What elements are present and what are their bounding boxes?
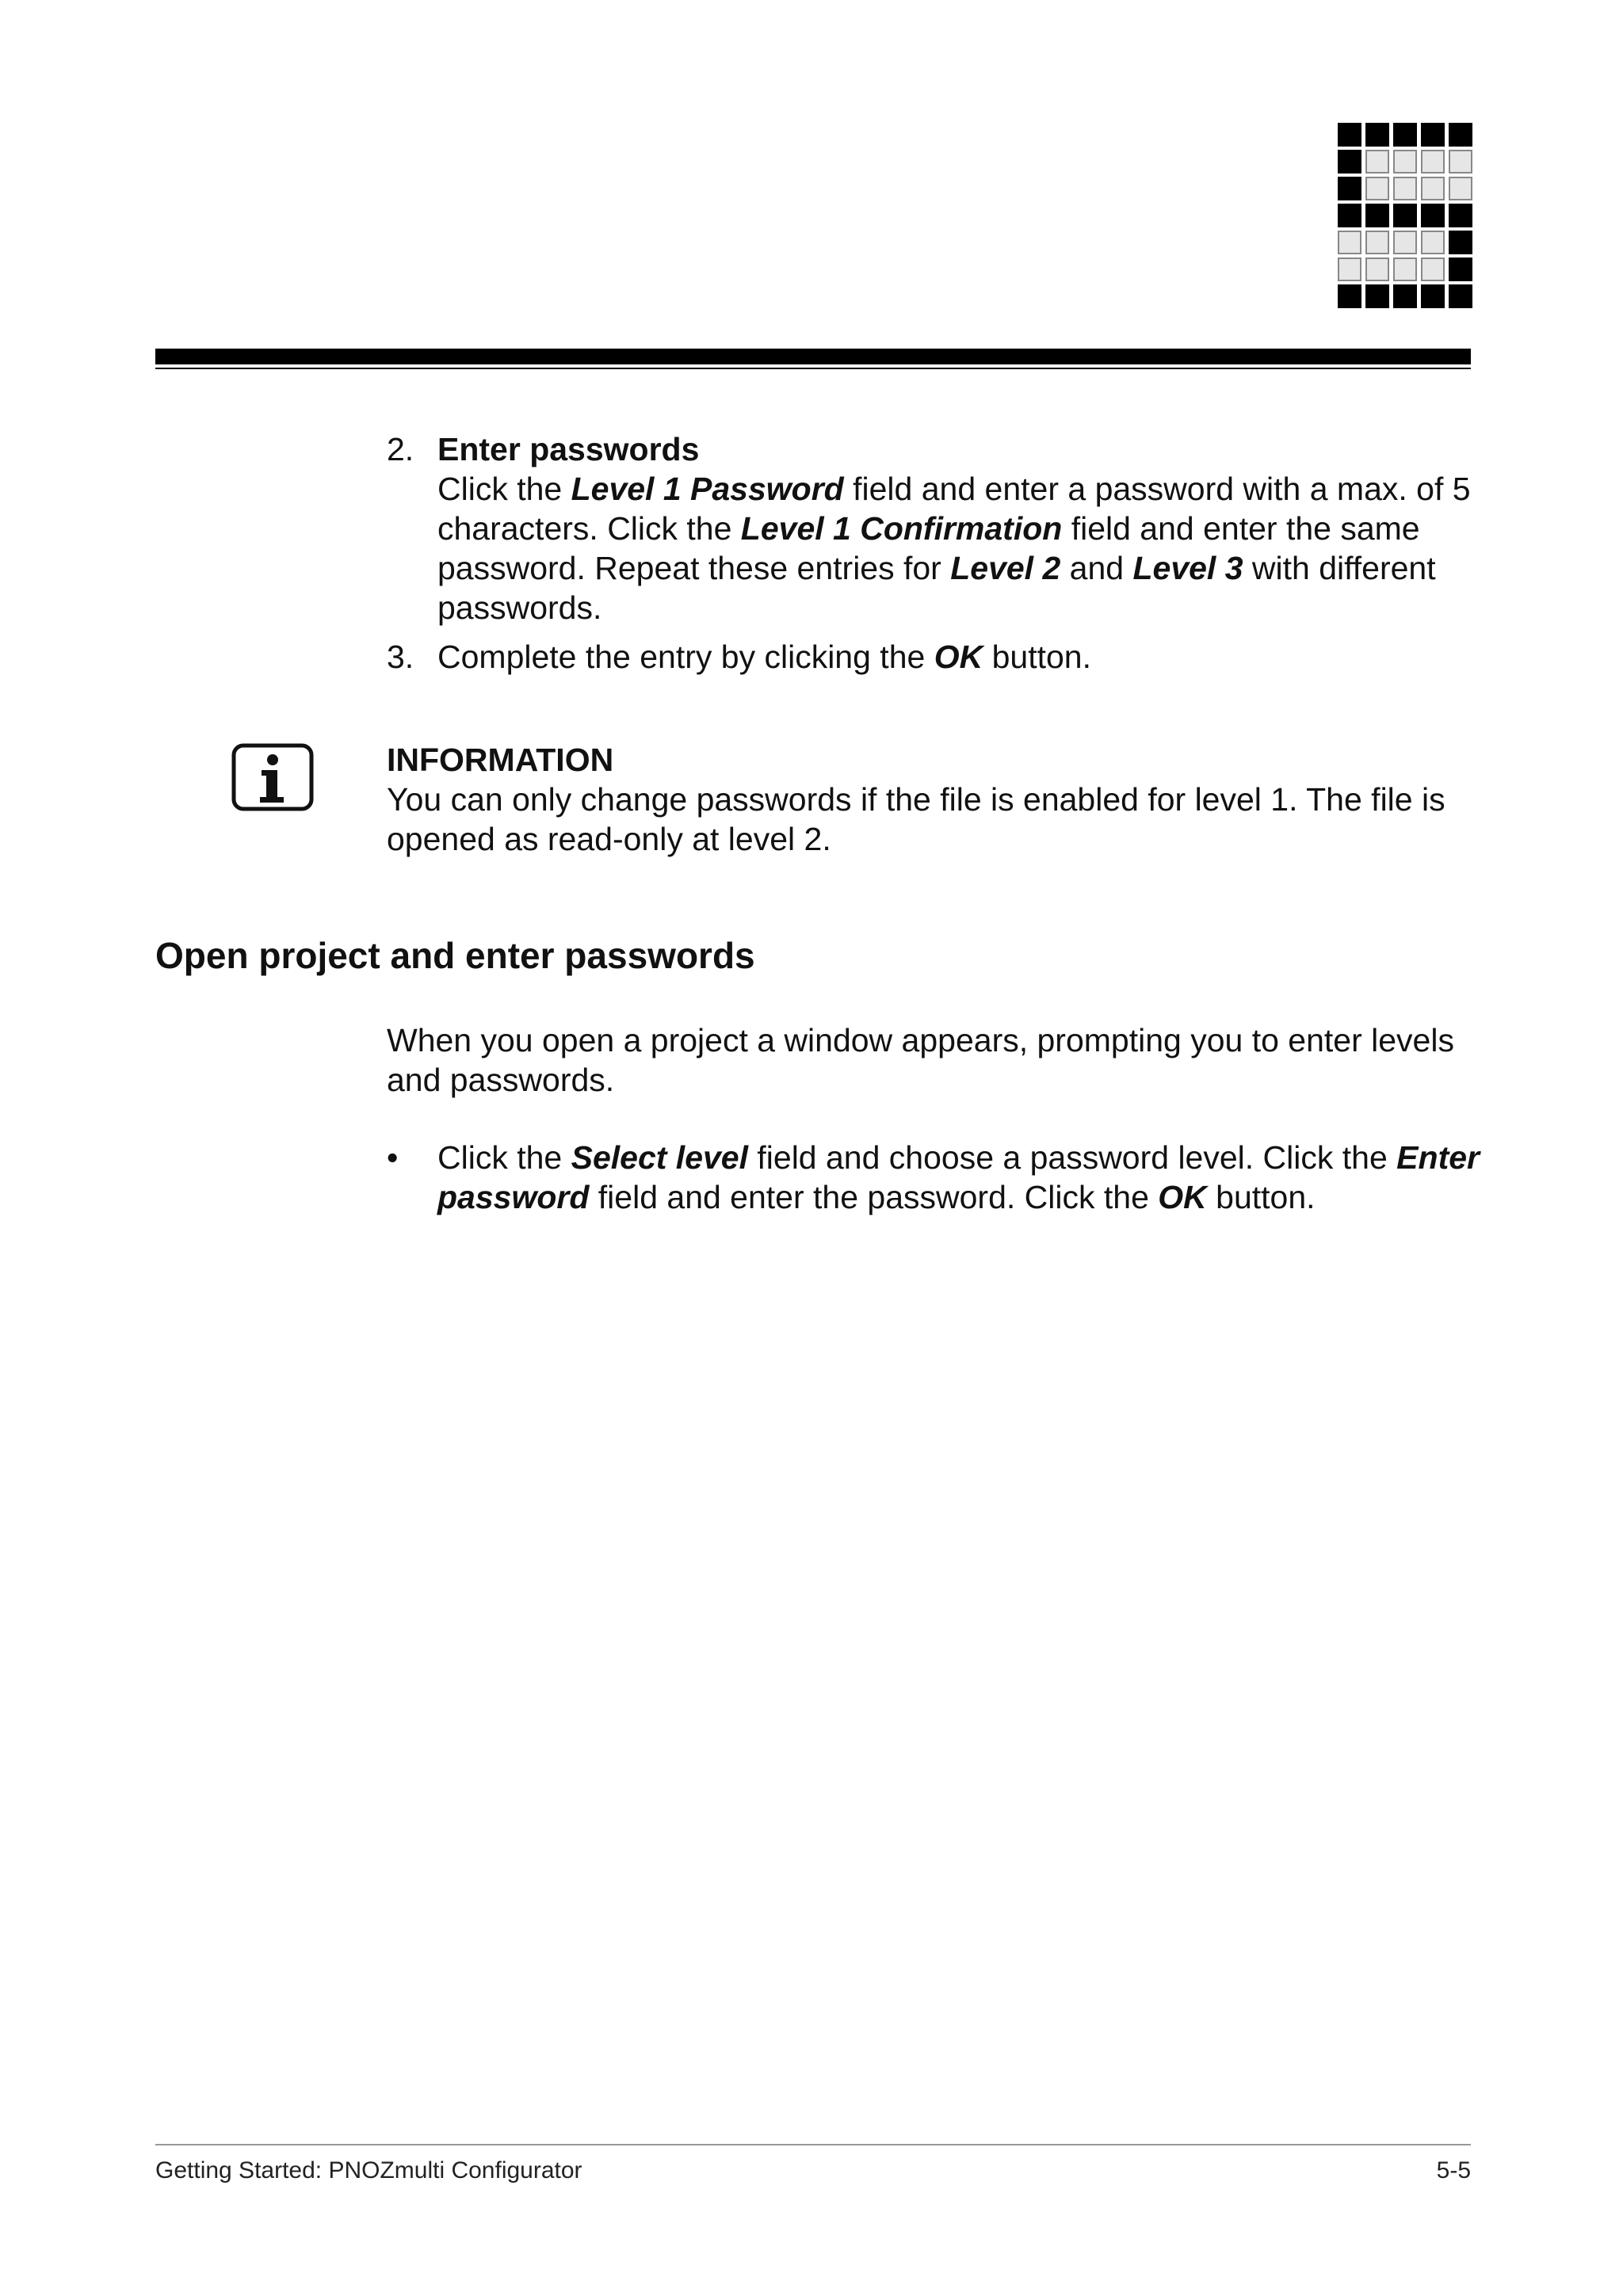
header-rule-thin — [155, 368, 1471, 369]
step-title: Enter passwords — [437, 431, 700, 467]
logo-cell — [1393, 284, 1417, 308]
logo-cell — [1338, 284, 1361, 308]
step-enter-passwords — [437, 429, 1484, 627]
header-rule-thick — [155, 349, 1471, 364]
emphasized-term: Enter password — [437, 1139, 1480, 1215]
emphasized-term: Level 1 Confirmation — [740, 510, 1063, 547]
logo-cell — [1338, 123, 1361, 147]
logo-cell — [1338, 257, 1361, 281]
emphasized-term: OK — [1158, 1179, 1207, 1215]
logo-cell — [1338, 204, 1361, 227]
section-intro: When you open a project a window appears, prompting you to enter levels and passwords. — [387, 1022, 1454, 1098]
logo-cell — [1449, 257, 1472, 281]
text-run: field and enter the password. Click the — [589, 1179, 1159, 1215]
logo-cell — [1393, 231, 1417, 254]
logo-cell — [1421, 284, 1445, 308]
emphasized-term: OK — [934, 639, 983, 675]
logo-cell — [1365, 177, 1389, 200]
logo-cell — [1421, 150, 1445, 174]
logo-cell — [1393, 257, 1417, 281]
logo-cell — [1393, 204, 1417, 227]
logo-cell — [1365, 257, 1389, 281]
text-run: field and choose a password level. Click the — [748, 1139, 1397, 1176]
logo-cell — [1365, 231, 1389, 254]
logo-cell — [1421, 123, 1445, 147]
information-icon — [231, 743, 314, 811]
step-number: 3. — [387, 639, 414, 675]
logo-cell — [1393, 150, 1417, 174]
bullet-marker: • — [387, 1139, 399, 1176]
text-run: button. — [1206, 1179, 1316, 1215]
logo-cell — [1365, 284, 1389, 308]
information-text: You can only change passwords if the file is enabled for level 1. The file is opened as read-only at level 2. — [387, 781, 1445, 857]
step-instruction-text — [437, 637, 1484, 677]
emphasized-term: Select level — [571, 1139, 748, 1176]
logo-cell — [1421, 257, 1445, 281]
step-complete-entry — [437, 637, 1484, 677]
page-number: 5-5 — [1436, 2157, 1471, 2183]
text-run: with different passwords. — [437, 550, 1436, 626]
text-run: and — [1060, 550, 1133, 586]
logo-cell — [1338, 231, 1361, 254]
step-instruction-text — [437, 469, 1484, 627]
emphasized-term: Level 2 — [950, 550, 1061, 586]
logo-cell — [1449, 231, 1472, 254]
step-number: 2. — [387, 431, 414, 467]
logo-cell — [1365, 150, 1389, 174]
footer-rule — [155, 2144, 1471, 2145]
emphasized-term: Level 3 — [1132, 550, 1243, 586]
logo-cell — [1421, 204, 1445, 227]
text-run: Click the — [437, 1139, 571, 1176]
logo-cell — [1393, 123, 1417, 147]
text-run: button. — [983, 639, 1091, 675]
logo-cell — [1449, 177, 1472, 200]
pilz-logo-grid — [1338, 123, 1472, 313]
logo-cell — [1449, 204, 1472, 227]
logo-cell — [1365, 204, 1389, 227]
information-heading: INFORMATION — [387, 742, 614, 778]
logo-cell — [1421, 177, 1445, 200]
logo-cell — [1449, 150, 1472, 174]
logo-cell — [1338, 150, 1361, 174]
logo-cell — [1365, 123, 1389, 147]
text-run: field and enter the same password. Repeat these entries for — [437, 510, 1420, 586]
logo-cell — [1449, 123, 1472, 147]
footer-title: Getting Started: PNOZmulti Configurator — [155, 2157, 582, 2183]
logo-cell — [1338, 177, 1361, 200]
section-heading: Open project and enter passwords — [155, 935, 755, 976]
text-run: field and enter a password with a max. of 5 characters. Click the — [437, 471, 1471, 547]
text-run: Click the — [437, 471, 571, 507]
logo-cell — [1393, 177, 1417, 200]
emphasized-term: Level 1 Password — [571, 471, 844, 507]
logo-cell — [1421, 231, 1445, 254]
logo-cell — [1449, 284, 1472, 308]
bullet-item-text — [437, 1138, 1484, 1217]
text-run: Complete the entry by clicking the — [437, 639, 934, 675]
